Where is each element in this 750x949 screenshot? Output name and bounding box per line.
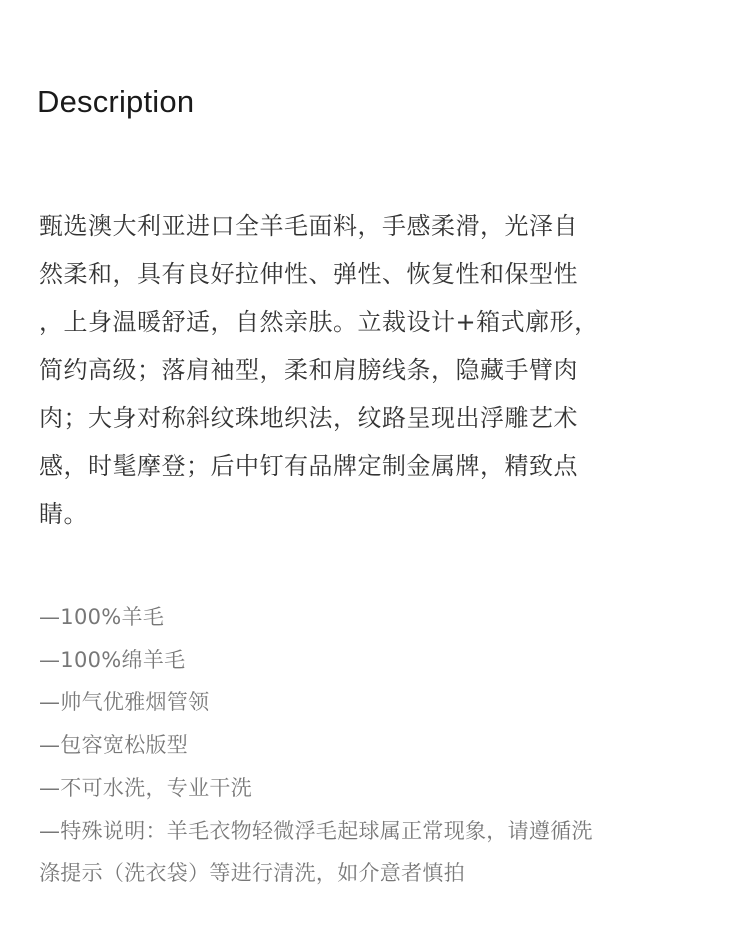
description-line: 然柔和，具有良好拉伸性、弹性、恢复性和保型性: [39, 260, 578, 288]
description-paragraph: [39, 202, 679, 538]
description-line: 甄选澳大利亚进口全羊毛面料，手感柔滑，光泽自: [39, 212, 578, 240]
description-line: 肉；大身对称斜纹珠地织法，纹路呈现出浮雕艺术: [39, 404, 578, 432]
spec-item-note: —特殊说明：羊毛衣物轻微浮毛起球属正常现象，请遵循洗: [39, 818, 593, 843]
description-line: 感，时髦摩登；后中钉有品牌定制金属牌，精致点: [39, 452, 578, 480]
spec-list: [39, 596, 719, 895]
spec-item-care: —不可水洗，专业干洗: [39, 775, 252, 800]
spec-item-sheep-wool: —100%绵羊毛: [39, 647, 186, 672]
description-line: 睛。: [39, 500, 88, 528]
section-title: Description: [37, 84, 195, 119]
description-line: ，上身温暖舒适，自然亲肤。立裁设计+箱式廓形，: [39, 308, 599, 336]
spec-item-fit: —包容宽松版型: [39, 733, 189, 758]
spec-item-collar: —帅气优雅烟管领: [39, 690, 210, 715]
description-line: 简约高级；落肩袖型，柔和肩膀线条，隐藏手臂肉: [39, 356, 578, 384]
spec-item-wool: —100%羊毛: [39, 605, 165, 629]
spec-item-note-continued: 涤提示（洗衣袋）等进行清洗，如介意者慎拍: [39, 861, 465, 886]
